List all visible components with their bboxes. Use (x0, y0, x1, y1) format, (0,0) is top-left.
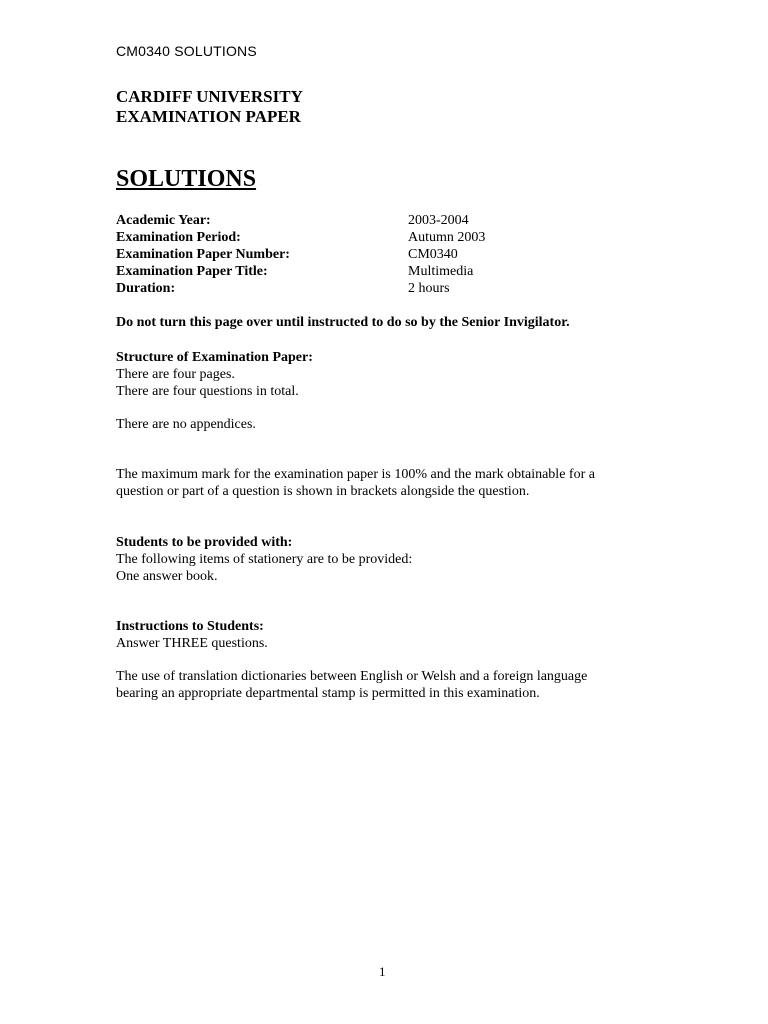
institution-heading (116, 87, 303, 127)
provided-line-1: The following items of stationery are to be provided: (116, 552, 413, 567)
detail-row-duration (116, 280, 676, 297)
detail-value: 2003-2004 (408, 213, 469, 228)
instructions-section (116, 618, 656, 652)
structure-pages: There are four pages. (116, 367, 235, 382)
detail-label: Academic Year: (116, 213, 211, 228)
marks-line-2: question or part of a question is shown in brackets alongside the question. (116, 484, 530, 499)
detail-label: Examination Paper Number: (116, 247, 290, 262)
provided-section (116, 534, 656, 585)
structure-questions: There are four questions in total. (116, 384, 299, 399)
detail-value: 2 hours (408, 281, 450, 296)
page-number: 1 (379, 964, 386, 979)
detail-row-paper-number (116, 246, 676, 263)
page-title: SOLUTIONS (116, 166, 257, 192)
detail-label: Duration: (116, 281, 176, 296)
translation-line-1: The use of translation dictionaries between English or Welsh and a foreign language (116, 669, 588, 684)
detail-label: Examination Period: (116, 230, 241, 245)
marks-line-1: The maximum mark for the examination paper is 100% and the mark obtainable for a (116, 467, 595, 482)
marks-section (116, 466, 656, 500)
detail-value: Multimedia (408, 264, 474, 279)
detail-row-paper-title (116, 263, 676, 280)
invigilator-notice: Do not turn this page over until instructed to do so by the Senior Invigilator. (116, 315, 570, 330)
paper-type: EXAMINATION PAPER (116, 107, 301, 126)
university-name: CARDIFF UNIVERSITY (116, 87, 303, 106)
detail-label: Examination Paper Title: (116, 264, 268, 279)
exam-details (116, 212, 676, 297)
structure-section (116, 349, 656, 400)
instructions-heading: Instructions to Students: (116, 619, 264, 634)
instructions-line-1: Answer THREE questions. (116, 636, 268, 651)
structure-heading: Structure of Examination Paper: (116, 350, 313, 365)
detail-value: Autumn 2003 (408, 230, 486, 245)
provided-line-2: One answer book. (116, 569, 218, 584)
translation-line-2: bearing an appropriate departmental stamp is permitted in this examination. (116, 686, 540, 701)
detail-value: CM0340 (408, 247, 458, 262)
appendices-note: There are no appendices. (116, 417, 256, 432)
translation-section (116, 668, 656, 702)
provided-heading: Students to be provided with: (116, 535, 293, 550)
detail-row-academic-year (116, 212, 676, 229)
detail-row-examination-period (116, 229, 676, 246)
page-header-code: CM0340 SOLUTIONS (116, 43, 257, 59)
